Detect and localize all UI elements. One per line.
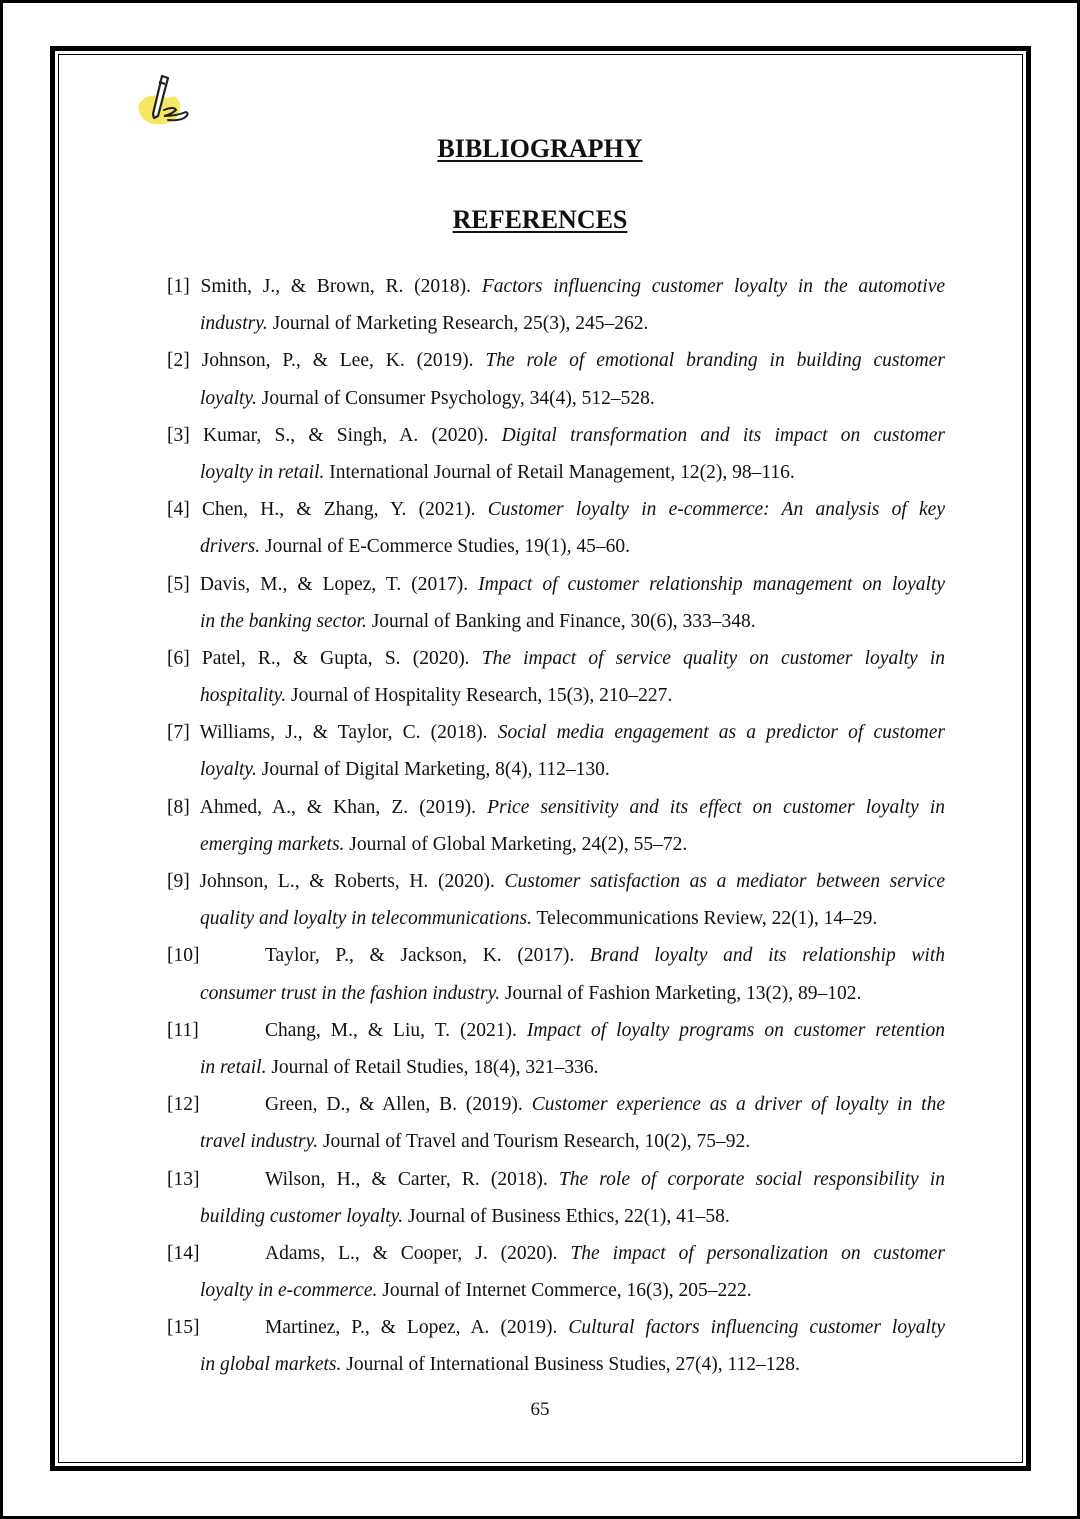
reference-line-1 <box>167 866 945 903</box>
reference-number: [12] <box>167 1094 200 1116</box>
reference-line-2 <box>167 308 945 345</box>
reference-title: The impact of service quality on customer loyalty in <box>481 647 946 669</box>
reference-line-1 <box>167 792 945 829</box>
reference-source: Journal of Internet Commerce, 16(3), 205–222. <box>382 1280 752 1302</box>
reference-line-2 <box>167 1052 945 1089</box>
reference-title-continued: building customer loyalty. <box>200 1205 404 1227</box>
reference-number: [4] <box>167 499 190 521</box>
reference-line-2 <box>167 1349 945 1386</box>
reference-item <box>167 1089 945 1163</box>
reference-line-2 <box>167 606 945 643</box>
reference-number: [3] <box>167 424 190 446</box>
reference-title-continued: travel industry. <box>200 1131 319 1153</box>
reference-title: The impact of personalization on customer <box>570 1242 945 1264</box>
reference-item <box>167 643 945 717</box>
reference-authors: Johnson, P., & Lee, K. (2019). <box>201 350 474 372</box>
reference-line-1 <box>167 940 945 977</box>
page-title: BIBLIOGRAPHY <box>437 134 643 163</box>
reference-authors: Taylor, P., & Jackson, K. (2017). <box>265 945 575 967</box>
reference-source: International Journal of Retail Management, 12(2), 98–116. <box>329 461 795 483</box>
reference-line-2 <box>167 531 945 568</box>
reference-title-continued: consumer trust in the fashion industry. <box>200 982 501 1004</box>
reference-authors: Adams, L., & Cooper, J. (2020). <box>265 1242 558 1264</box>
reference-title: Customer loyalty in e-commerce: An analysis of key <box>487 499 945 521</box>
reference-line-1 <box>167 494 945 531</box>
reference-title-continued: loyalty in retail. <box>200 461 325 483</box>
reference-source: Journal of International Business Studies, 27(4), 112–128. <box>346 1354 800 1376</box>
reference-authors: Smith, J., & Brown, R. (2018). <box>200 276 472 297</box>
reference-authors: Johnson, L., & Roberts, H. (2020). <box>199 871 495 892</box>
reference-line-2 <box>167 903 945 940</box>
reference-source: Journal of Digital Marketing, 8(4), 112–130. <box>261 759 610 781</box>
reference-authors: Williams, J., & Taylor, C. (2018). <box>199 722 488 744</box>
reference-item <box>167 569 945 643</box>
reference-title-continued: industry. <box>200 313 268 335</box>
reference-line-2 <box>167 754 945 791</box>
reference-title-continued: in global markets. <box>200 1354 342 1376</box>
reference-source: Journal of Banking and Finance, 30(6), 333–348. <box>371 610 756 632</box>
reference-title: Customer experience as a driver of loyalty in the <box>531 1094 945 1116</box>
reference-title: Impact of loyalty programs on customer retention <box>526 1019 945 1041</box>
reference-title: Impact of customer relationship management on loyalty <box>478 573 946 595</box>
reference-line-1 <box>167 420 945 457</box>
reference-authors: Martinez, P., & Lopez, A. (2019). <box>265 1317 558 1339</box>
reference-title-continued: quality and loyalty in telecommunications. <box>200 908 532 930</box>
reference-number: [5] <box>167 573 190 595</box>
reference-title-continued: drivers. <box>200 536 261 558</box>
reference-line-1 <box>167 1238 945 1275</box>
reference-line-2 <box>167 457 945 494</box>
reference-number: [2] <box>167 350 190 372</box>
reference-item <box>167 494 945 568</box>
reference-line-1 <box>167 271 945 308</box>
reference-number: [13] <box>167 1168 200 1190</box>
reference-title-continued: loyalty in e-commerce. <box>200 1280 378 1302</box>
reference-authors: Chang, M., & Liu, T. (2021). <box>265 1019 517 1041</box>
reference-title-continued: in the banking sector. <box>200 610 367 632</box>
reference-title: The role of emotional branding in building customer <box>485 350 945 372</box>
reference-authors: Green, D., & Allen, B. (2019). <box>265 1094 523 1116</box>
reference-number: [11] <box>167 1019 199 1041</box>
reference-line-2 <box>167 1201 945 1238</box>
reference-item <box>167 717 945 791</box>
reference-item <box>167 271 945 345</box>
reference-source: Journal of Hospitality Research, 15(3), 210–227. <box>291 685 673 707</box>
reference-source: Journal of Marketing Research, 25(3), 245–262. <box>272 313 649 335</box>
reference-source: Journal of Consumer Psychology, 34(4), 512–528. <box>261 387 655 409</box>
reference-number: [14] <box>167 1242 200 1264</box>
reference-line-2 <box>167 1275 945 1312</box>
reference-title: Cultural factors influencing customer loyalty <box>568 1317 946 1339</box>
reference-title-continued: in retail. <box>200 1056 267 1078</box>
reference-number: [8] <box>167 796 190 818</box>
reference-title: The role of corporate social responsibility in <box>558 1168 946 1190</box>
reference-line-2 <box>167 978 945 1015</box>
reference-authors: Kumar, S., & Singh, A. (2020). <box>203 424 489 446</box>
reference-number: [15] <box>167 1317 200 1339</box>
reference-item <box>167 940 945 1014</box>
reference-item <box>167 1164 945 1238</box>
reference-line-2 <box>167 680 945 717</box>
reference-item <box>167 1312 945 1386</box>
reference-title: Factors influencing customer loyalty in the automotive <box>481 276 946 297</box>
reference-title: Social media engagement as a predictor of customer <box>497 722 945 744</box>
reference-line-2 <box>167 1126 945 1163</box>
reference-item <box>167 792 945 866</box>
reference-line-2 <box>167 383 945 420</box>
reference-source: Telecommunications Review, 22(1), 14–29. <box>536 908 878 930</box>
reference-source: Journal of Business Ethics, 22(1), 41–58. <box>407 1205 730 1227</box>
reference-title-continued: emerging markets. <box>200 833 345 855</box>
reference-number: [7] <box>167 722 190 744</box>
reference-authors: Ahmed, A., & Khan, Z. (2019). <box>199 796 477 818</box>
reference-number: [6] <box>167 647 190 669</box>
page-number: 65 <box>530 1399 550 1420</box>
reference-title: Brand loyalty and its relationship with <box>589 945 946 967</box>
reference-title-continued: loyalty. <box>200 387 257 409</box>
reference-item <box>167 1238 945 1312</box>
reference-source: Journal of Travel and Tourism Research, 10(2), 75–92. <box>322 1131 751 1153</box>
reference-item <box>167 345 945 419</box>
reference-line-1 <box>167 1089 945 1126</box>
reference-title: Price sensitivity and its effect on customer loyalty in <box>487 796 946 818</box>
reference-authors: Patel, R., & Gupta, S. (2020). <box>201 647 470 669</box>
reference-item <box>167 866 945 940</box>
reference-source: Journal of Retail Studies, 18(4), 321–336. <box>271 1056 599 1078</box>
pen-writing-icon <box>134 72 200 130</box>
reference-line-1 <box>167 1164 945 1201</box>
reference-line-1 <box>167 345 945 382</box>
reference-title-continued: loyalty. <box>200 759 257 781</box>
reference-line-1 <box>167 643 945 680</box>
reference-line-1 <box>167 1015 945 1052</box>
reference-number: [9] <box>167 871 190 892</box>
reference-number: [1] <box>167 276 190 297</box>
reference-authors: Chen, H., & Zhang, Y. (2021). <box>202 499 476 521</box>
reference-title: Digital transformation and its impact on customer <box>501 424 946 446</box>
reference-source: Journal of E-Commerce Studies, 19(1), 45–60. <box>265 536 631 558</box>
reference-title-continued: hospitality. <box>200 685 287 707</box>
section-title: REFERENCES <box>452 205 628 234</box>
reference-line-1 <box>167 717 945 754</box>
reference-source: Journal of Global Marketing, 24(2), 55–72. <box>349 833 688 855</box>
reference-item <box>167 420 945 494</box>
reference-line-1 <box>167 1312 945 1349</box>
reference-title: Customer satisfaction as a mediator between service <box>504 871 945 892</box>
reference-authors: Wilson, H., & Carter, R. (2018). <box>265 1168 548 1190</box>
reference-list <box>167 271 945 1387</box>
reference-line-2 <box>167 829 945 866</box>
reference-authors: Davis, M., & Lopez, T. (2017). <box>199 573 469 595</box>
reference-line-1 <box>167 569 945 606</box>
reference-source: Journal of Fashion Marketing, 13(2), 89–102. <box>504 982 862 1004</box>
reference-number: [10] <box>167 945 200 967</box>
reference-item <box>167 1015 945 1089</box>
